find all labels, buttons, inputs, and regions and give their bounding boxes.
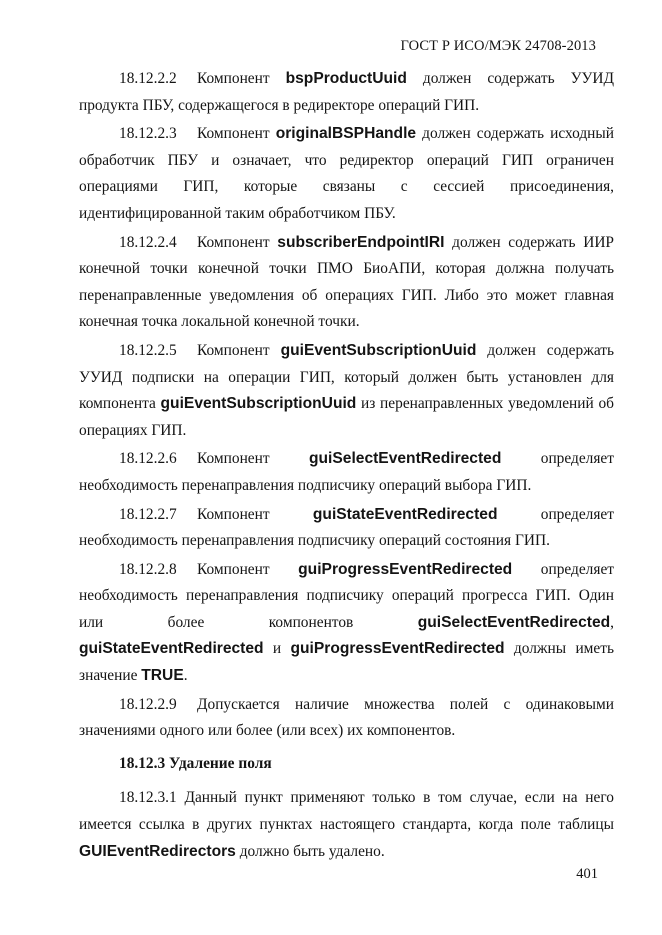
paragraph-18-12-2-3 <box>79 121 614 227</box>
paragraph-18-12-2-4 <box>79 230 614 336</box>
clause-number: 18.12.2.8 <box>119 560 177 578</box>
keyword: guiProgressEventRedirected <box>298 560 513 578</box>
text-fragment: Допускается наличие множества полей с одинаковыми значениями одного или более (или всех) их компонентов. <box>79 695 614 740</box>
keyword: originalBSPHandle <box>275 125 417 143</box>
text-fragment: Данный пункт применяют только в том случае, если на него имеется ссылка в других пунктах настоящего стандарта, когда поле таблицы <box>79 789 614 834</box>
clause-number: 18.12.2.2 <box>119 70 177 87</box>
text-fragment: должен содержать УУИД продукта ПБУ, содержащегося в редиректоре операций ГИП. <box>79 70 614 114</box>
text-fragment: Компонент <box>197 560 299 578</box>
text-fragment: должны иметь значение <box>79 640 614 685</box>
section-heading: 18.12.3 Удаление поля <box>119 754 272 772</box>
clause-number: 18.12.3.1 <box>119 789 177 807</box>
keyword: bspProductUuid <box>285 70 407 87</box>
text-fragment: из перенаправленных уведомлений об операциях ГИП. <box>79 395 614 439</box>
text-fragment: Компонент <box>197 450 309 468</box>
text-fragment: Компонент <box>197 125 276 143</box>
keyword: guiEventSubscriptionUuid <box>280 341 477 359</box>
text-fragment: должен содержать ИИР конечной точки конечной точки ПМО БиоАПИ, которая должна получать перенаправленные уведомления об операциях ГИП. Либо это может главная конечная точка локальной конечной точки. <box>79 233 614 331</box>
text-fragment: Компонент <box>197 505 313 523</box>
keyword: guiSelectEventRedirected <box>308 450 502 468</box>
keyword: GUIEventRedirectors <box>79 842 236 860</box>
text-fragment: должен содержать УУИД подписки на операции ГИП, который должен быть установлен для компонента <box>79 341 615 413</box>
keyword: guiEventSubscriptionUuid <box>160 395 357 413</box>
keyword: subscriberEndpointIRI <box>277 233 445 251</box>
text-fragment: , <box>610 613 614 631</box>
keyword: guiStateEventRedirected <box>79 640 264 658</box>
paragraph-18-12-2-5 <box>79 338 614 444</box>
paragraph-18-12-2-8 <box>79 557 614 690</box>
clause-number: 18.12.2.4 <box>119 233 177 251</box>
text-fragment: должно быть удалено. <box>235 842 385 860</box>
text-fragment: определяет необходимость перенаправления подписчику операций состояния ГИП. <box>79 505 614 550</box>
keyword: TRUE <box>141 667 184 685</box>
paragraph-18-12-2-6 <box>79 446 614 499</box>
clause-number: 18.12.2.7 <box>119 505 177 523</box>
clause-number: 18.12.2.3 <box>119 125 177 143</box>
paragraph-18-12-3-1 <box>79 785 614 865</box>
paragraph-18-12-2-2 <box>79 66 614 119</box>
keyword: guiSelectEventRedirected <box>417 613 611 631</box>
clause-number: 18.12.2.5 <box>119 341 177 359</box>
document-body <box>79 66 614 867</box>
text-fragment: и <box>263 640 291 658</box>
text-fragment: Компонент <box>197 341 281 359</box>
keyword: guiStateEventRedirected <box>312 505 498 523</box>
paragraph-18-12-2-9 <box>79 692 614 745</box>
document-header: ГОСТ Р ИСО/МЭК 24708-2013 <box>400 38 596 54</box>
keyword: guiProgressEventRedirected <box>290 640 505 658</box>
text-fragment: Компонент <box>197 70 286 87</box>
clause-number: 18.12.2.9 <box>119 695 177 713</box>
text-fragment: определяет необходимость перенаправления подписчику операций выбора ГИП. <box>79 450 614 494</box>
paragraph-18-12-2-7 <box>79 502 614 555</box>
text-fragment: Компонент <box>197 233 278 251</box>
page-number: 401 <box>576 866 598 882</box>
text-fragment: должен содержать исходный обработчик ПБУ и означает, что редиректор операций ГИП ограничен операциями ГИП, которые связаны с сессией присоединения, идентифицированной таким обработчиком ПБУ. <box>79 125 614 222</box>
text-fragment: определяет необходимость перенаправления подписчику операций прогресса ГИП. Один или более компонентов <box>79 560 614 631</box>
clause-number: 18.12.2.6 <box>119 450 177 468</box>
text-fragment: . <box>183 667 188 685</box>
